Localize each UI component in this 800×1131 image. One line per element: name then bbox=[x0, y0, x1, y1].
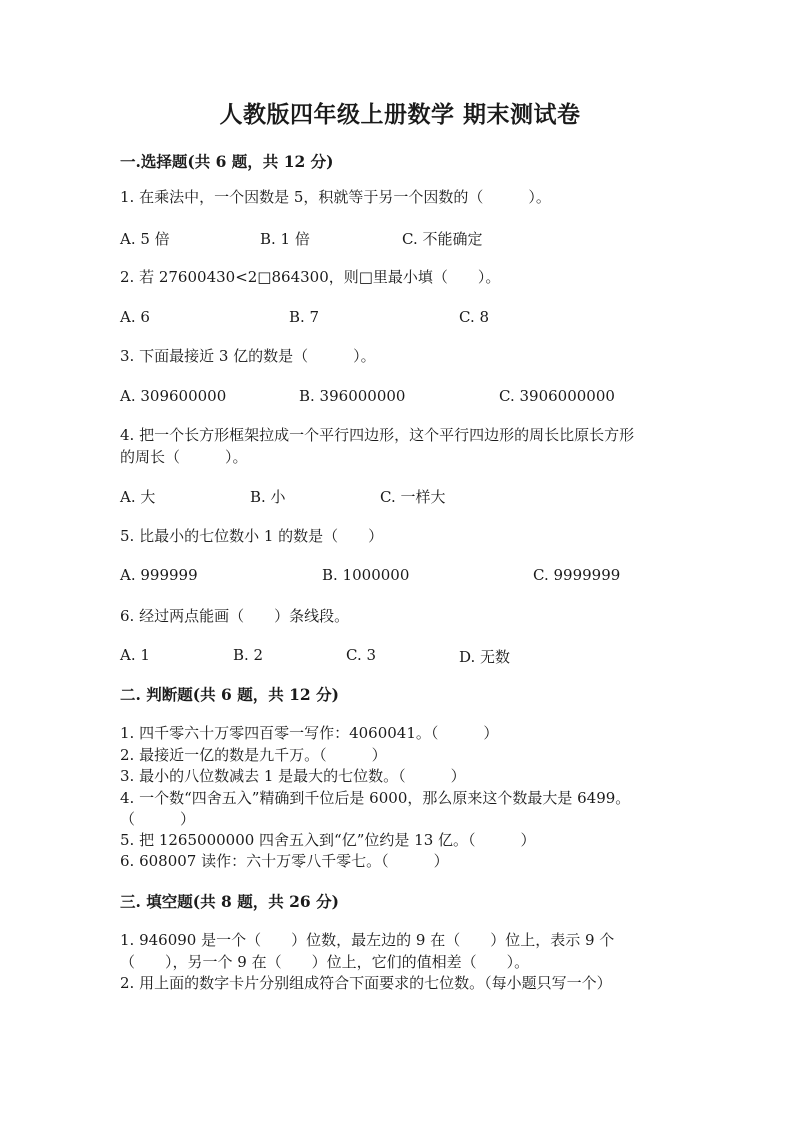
fill-line-1-cont: （ ），另一个 9 在（ ）位上，它们的值相差（ ）。 bbox=[120, 953, 530, 971]
option-1-2-a: A. 6 bbox=[120, 308, 150, 326]
option-1-3-b: B. 396000000 bbox=[299, 387, 406, 405]
judge-line-2: 2. 最接近一亿的数是九千万。（ ） bbox=[120, 746, 387, 764]
option-1-5-a: A. 999999 bbox=[120, 566, 198, 584]
section-heading-judge: 二. 判断题(共 6 题，共 12 分) bbox=[120, 685, 339, 704]
section-heading-choice: 一.选择题(共 6 题，共 12 分) bbox=[120, 152, 334, 171]
judge-line-6: 6. 608007 读作：六十万零八千零七。（ ） bbox=[120, 852, 449, 870]
judge-line-4: 4. 一个数“四舍五入”精确到千位后是 6000，那么原来这个数最大是 6499。 bbox=[120, 789, 631, 807]
option-1-3-c: C. 3906000000 bbox=[499, 387, 615, 405]
judge-line-3: 3. 最小的八位数减去 1 是最大的七位数。（ ） bbox=[120, 767, 466, 785]
judge-line-4-cont: （ ） bbox=[120, 810, 196, 828]
page-title: 人教版四年级上册数学 期末测试卷 bbox=[219, 101, 581, 128]
fill-line-1: 1. 946090 是一个（ ）位数，最左边的 9 在（ ）位上，表示 9 个 bbox=[120, 931, 615, 949]
judge-line-5: 5. 把 1265000000 四舍五入到“亿”位约是 13 亿。（ ） bbox=[120, 831, 536, 849]
section-heading-fill: 三. 填空题(共 8 题，共 26 分) bbox=[120, 892, 339, 911]
option-1-2-c: C. 8 bbox=[459, 308, 490, 326]
fill-line-2: 2. 用上面的数字卡片分别组成符合下面要求的七位数。（每小题只写一个） bbox=[120, 974, 612, 992]
option-1-6-a: A. 1 bbox=[120, 646, 150, 664]
question-1-1: 1. 在乘法中，一个因数是 5，积就等于另一个因数的（ ）。 bbox=[120, 188, 551, 206]
option-1-1-c: C. 不能确定 bbox=[402, 230, 483, 248]
option-1-4-b: B. 小 bbox=[250, 488, 286, 506]
question-1-3: 3. 下面最接近 3 亿的数是（ ）。 bbox=[120, 347, 376, 365]
judge-line-1: 1. 四千零六十万零四百零一写作：4060041。（ ） bbox=[120, 724, 499, 742]
question-1-4-line2: 的周长（ ）。 bbox=[120, 448, 248, 466]
option-1-1-a: A. 5 倍 bbox=[120, 230, 170, 248]
option-1-6-d: D. 无数 bbox=[459, 648, 511, 666]
option-1-3-a: A. 309600000 bbox=[120, 387, 227, 405]
option-1-5-b: B. 1000000 bbox=[322, 566, 410, 584]
question-1-5: 5. 比最小的七位数小 1 的数是（ ） bbox=[120, 527, 384, 545]
option-1-4-c: C. 一样大 bbox=[380, 488, 446, 506]
option-1-1-b: B. 1 倍 bbox=[260, 230, 310, 248]
option-1-6-c: C. 3 bbox=[346, 646, 377, 664]
question-1-6: 6. 经过两点能画（ ）条线段。 bbox=[120, 607, 350, 625]
option-1-2-b: B. 7 bbox=[289, 308, 320, 326]
option-1-4-a: A. 大 bbox=[120, 488, 156, 506]
option-1-6-b: B. 2 bbox=[233, 646, 264, 664]
question-1-4-line1: 4. 把一个长方形框架拉成一个平行四边形，这个平行四边形的周长比原长方形 bbox=[120, 426, 635, 444]
question-1-2: 2. 若 27600430<2□864300，则□里最小填（ ）。 bbox=[120, 268, 501, 286]
option-1-5-c: C. 9999999 bbox=[533, 566, 621, 584]
